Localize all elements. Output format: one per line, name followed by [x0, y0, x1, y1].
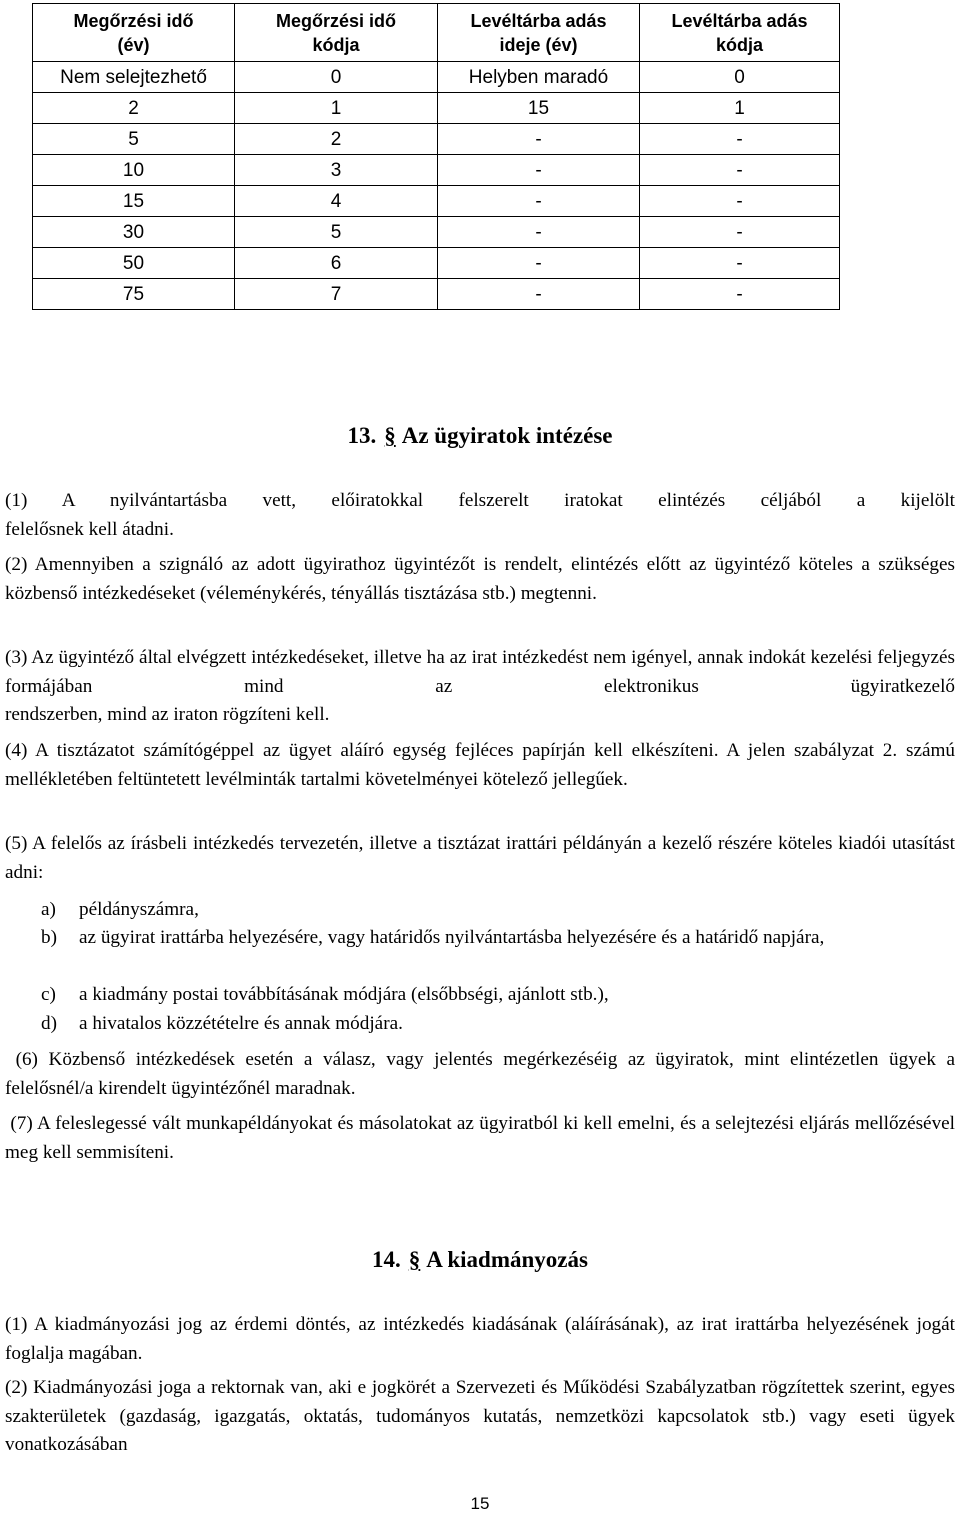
paragraph-sign: § — [384, 423, 396, 448]
table-cell: - — [640, 217, 840, 248]
list-item — [41, 896, 955, 925]
section-13-heading — [0, 423, 960, 449]
list-item-text: az ügyirat irattárba helyezésére, vagy határidős nyilvántartásba helyezésére és a határidő napjára, — [79, 927, 825, 948]
table-cell: 0 — [640, 62, 840, 93]
table-cell: - — [640, 124, 840, 155]
table-cell: 15 — [438, 93, 640, 124]
page-number: 15 — [470, 1494, 490, 1513]
table-cell: - — [438, 124, 640, 155]
paragraph-13-7: (7) A feleslegessé vált munkapéldányokat és másolatokat az ügyiratból ki kell emelni, és a selejtezési eljárás mellőzésével meg kell semmisíteni. — [5, 1113, 960, 1163]
table-row — [33, 279, 840, 310]
table-cell: 10 — [33, 155, 235, 186]
paragraph-13-2: (2) Amennyiben a szignáló az adott ügyirathoz ügyintézőt is rendelt, elintézés előtt az ügyintéző köteles a szükséges közbenső intézkedéseket (véleménykérés, tényállás tisztázása stb.) megtenni. — [5, 554, 955, 604]
table-cell: - — [438, 279, 640, 310]
table-cell: - — [438, 186, 640, 217]
header-archive-code: Levéltárba adás kódja — [640, 4, 840, 62]
table-row — [33, 248, 840, 279]
paragraph-sign: § — [408, 1247, 421, 1272]
table-cell: - — [438, 155, 640, 186]
list-item-text: a kiadmány postai továbbításának módjára (elsőbbségi, ajánlott stb.), — [79, 984, 609, 1005]
table-row — [33, 124, 840, 155]
list-item-label: c) — [41, 984, 56, 1005]
table-cell: - — [640, 248, 840, 279]
table-cell: 3 — [235, 155, 438, 186]
table-cell: 30 — [33, 217, 235, 248]
table-row — [33, 62, 840, 93]
header-archive-time: Levéltárba adás ideje (év) — [438, 4, 640, 62]
table-cell: 1 — [235, 93, 438, 124]
header-retention-code: Megőrzési idő kódja — [235, 4, 438, 62]
list-item-label: a) — [41, 899, 56, 920]
header-retention-period: Megőrzési idő (év) — [33, 4, 235, 62]
table-cell: - — [640, 279, 840, 310]
table-row — [33, 93, 840, 124]
list-item — [41, 924, 955, 953]
section-title: Az ügyiratok intézése — [401, 423, 613, 448]
table-cell: - — [438, 248, 640, 279]
table-cell: 5 — [33, 124, 235, 155]
list-item-text: a hivatalos közzétételre és annak módjára. — [79, 1013, 403, 1034]
retention-table — [32, 3, 840, 310]
table-cell: - — [438, 217, 640, 248]
table-cell: - — [640, 186, 840, 217]
table-cell: 2 — [33, 93, 235, 124]
table-row — [33, 217, 840, 248]
table-cell: - — [640, 155, 840, 186]
section-number: 14. — [372, 1247, 401, 1272]
table-cell: 0 — [235, 62, 438, 93]
table-cell: 1 — [640, 93, 840, 124]
section-title: A kiadmányozás — [426, 1247, 588, 1272]
table-row — [33, 186, 840, 217]
list-item-text: példányszámra, — [79, 899, 199, 920]
list-item — [41, 981, 955, 1010]
table-cell: 15 — [33, 186, 235, 217]
table-cell: 5 — [235, 217, 438, 248]
paragraph-14-2: (2) Kiadmányozási joga a rektornak van, aki e jogkörét a Szervezeti és Működési Szabályzatban rögzítettek szerint, egyes szakterületek (gazdaság, igazgatás, oktatás, tudományos kutatás, nemzetközi kapcsolatok stb.) vagy eseti ügyek vonatkozásában — [5, 1377, 955, 1455]
paragraph-13-3: (3) Az ügyintéző által elvégzett intézkedéseket, illetve ha az irat intézkedést nem igényel, annak indokát kezelési feljegyzés formájában mind az elektronikus ügyiratkezelő rendszerben, mind az iraton rögzíteni kell. — [5, 647, 955, 725]
paragraph-13-6: (6) Közbenső intézkedések esetén a válasz, vagy jelentés megérkezéséig az ügyiratok, mint elintézetlen ügyek a felelősnél/a kirendelt ügyintézőnél maradnak. — [5, 1049, 960, 1099]
table-cell: 50 — [33, 248, 235, 279]
list-item — [41, 1010, 955, 1039]
section-14-heading — [0, 1247, 960, 1273]
paragraph-13-1: (1) A nyilvántartásba vett, előiratokkal felszerelt iratokat elintézés céljából a kijelölt felelősnek kell átadni. — [5, 490, 955, 540]
table-cell: 6 — [235, 248, 438, 279]
table-cell: Nem selejtezhető — [33, 62, 235, 93]
paragraph-13-4: (4) A tisztázatot számítógéppel az ügyet aláíró egység fejléces papírján kell elkészíteni. A jelen szabályzat 2. számú mellékletében feltüntetett levélminták tartalmi követelményei kötelező jellegűek. — [5, 740, 955, 790]
table-header-row — [33, 4, 840, 62]
table-row — [33, 155, 840, 186]
list-item-label: d) — [41, 1013, 57, 1034]
table-cell: 4 — [235, 186, 438, 217]
table-cell: 75 — [33, 279, 235, 310]
table-cell: 7 — [235, 279, 438, 310]
table-cell: 2 — [235, 124, 438, 155]
list-item-label: b) — [41, 927, 57, 948]
paragraph-14-1: (1) A kiadmányozási jog az érdemi döntés, az intézkedés kiadásának (aláírásának), az irat irattárba helyezésének jogát foglalja magában. — [5, 1314, 955, 1364]
section-number: 13. — [347, 423, 377, 448]
table-cell: Helyben maradó — [438, 62, 640, 93]
paragraph-13-5: (5) A felelős az írásbeli intézkedés tervezetén, illetve a tisztázat irattári példányán a kezelő részére köteles kiadói utasítást adni: — [5, 833, 955, 883]
